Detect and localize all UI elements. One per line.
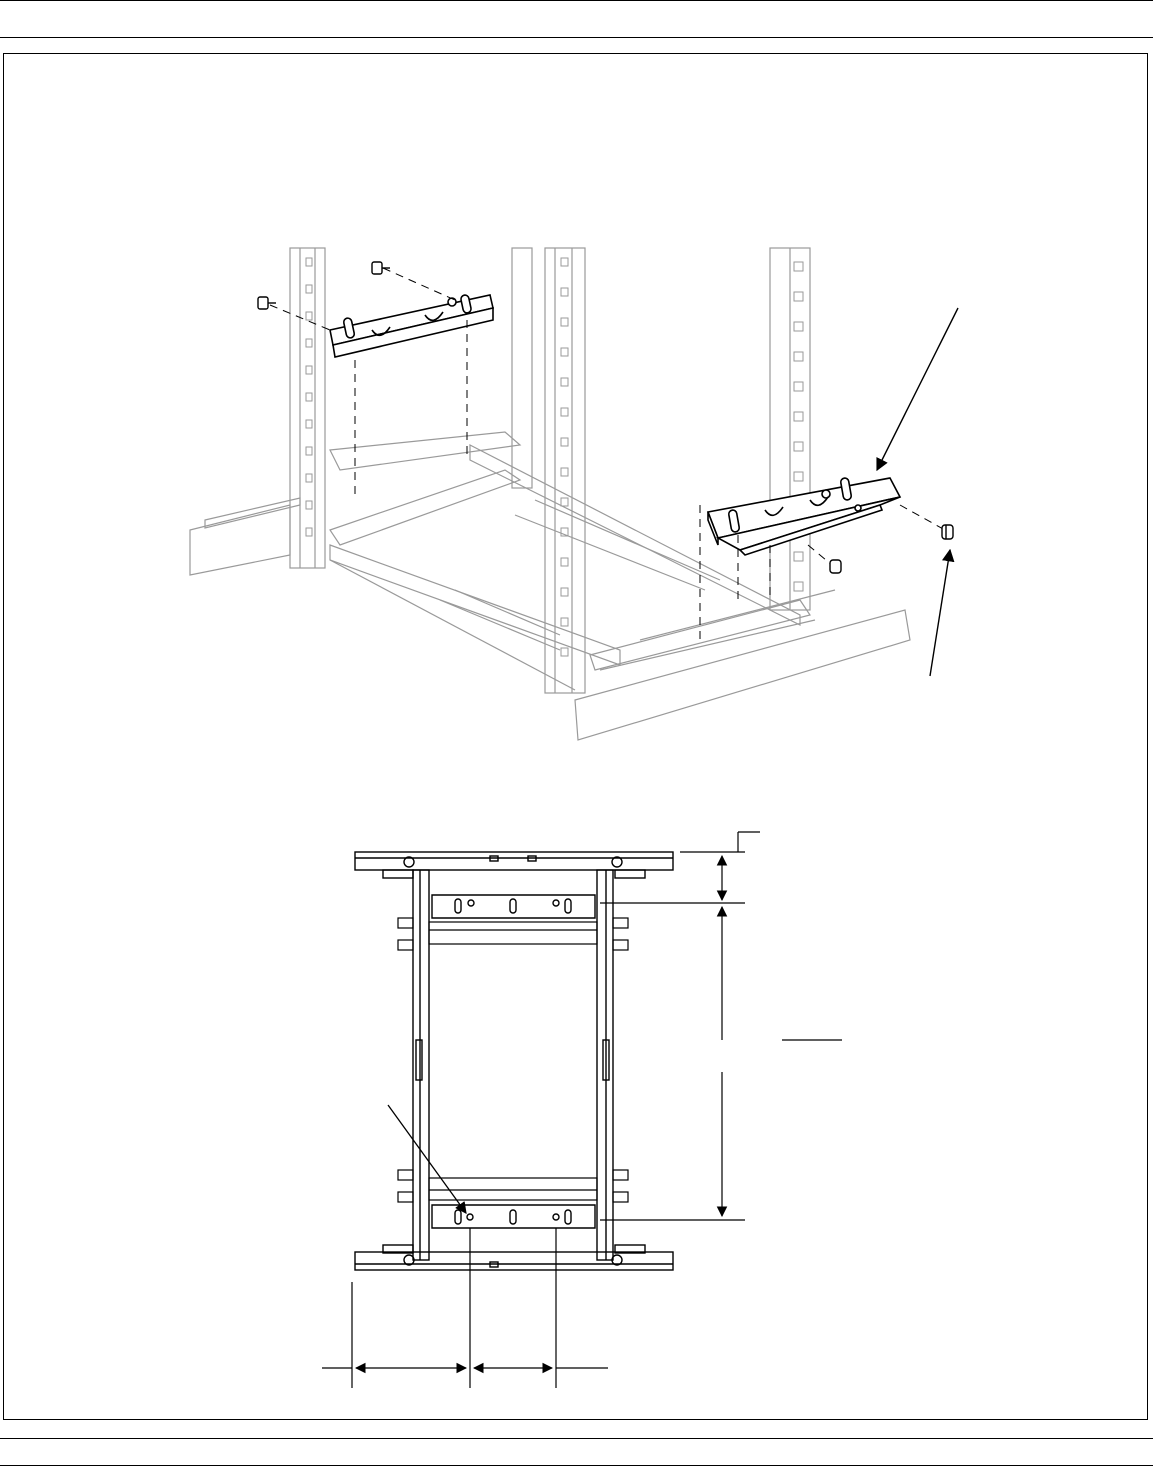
plan-top-rail — [355, 852, 673, 878]
leader-arrow-icon — [930, 550, 950, 676]
top-plan-view — [322, 832, 842, 1388]
screw-left-2 — [372, 262, 390, 274]
isometric-view — [190, 248, 958, 740]
plan-bracket-bottom — [432, 1205, 595, 1228]
screw-icon — [372, 262, 382, 274]
plan-side-mounts — [398, 918, 628, 1202]
rack-post-rear-right — [770, 248, 810, 610]
plan-bottom-rail — [355, 1245, 673, 1270]
bracket-right — [708, 477, 900, 555]
screw-icon — [830, 560, 841, 573]
screw-left-1 — [258, 297, 276, 309]
rack-post-front-right — [512, 248, 585, 693]
leader-arrow-icon — [877, 308, 958, 470]
rack-base-frame — [190, 432, 910, 740]
screw-right-2 — [830, 560, 841, 573]
screw-icon — [942, 525, 953, 539]
plan-bracket-top — [432, 895, 595, 918]
rack-post-front-left — [290, 248, 325, 568]
screw-right-1 — [942, 525, 953, 539]
screw-icon — [258, 297, 268, 309]
leader-arrow-icon — [388, 1105, 466, 1213]
dimension-lines — [322, 832, 842, 1388]
bracket-left — [330, 294, 493, 357]
plan-cross-members — [429, 922, 597, 1200]
